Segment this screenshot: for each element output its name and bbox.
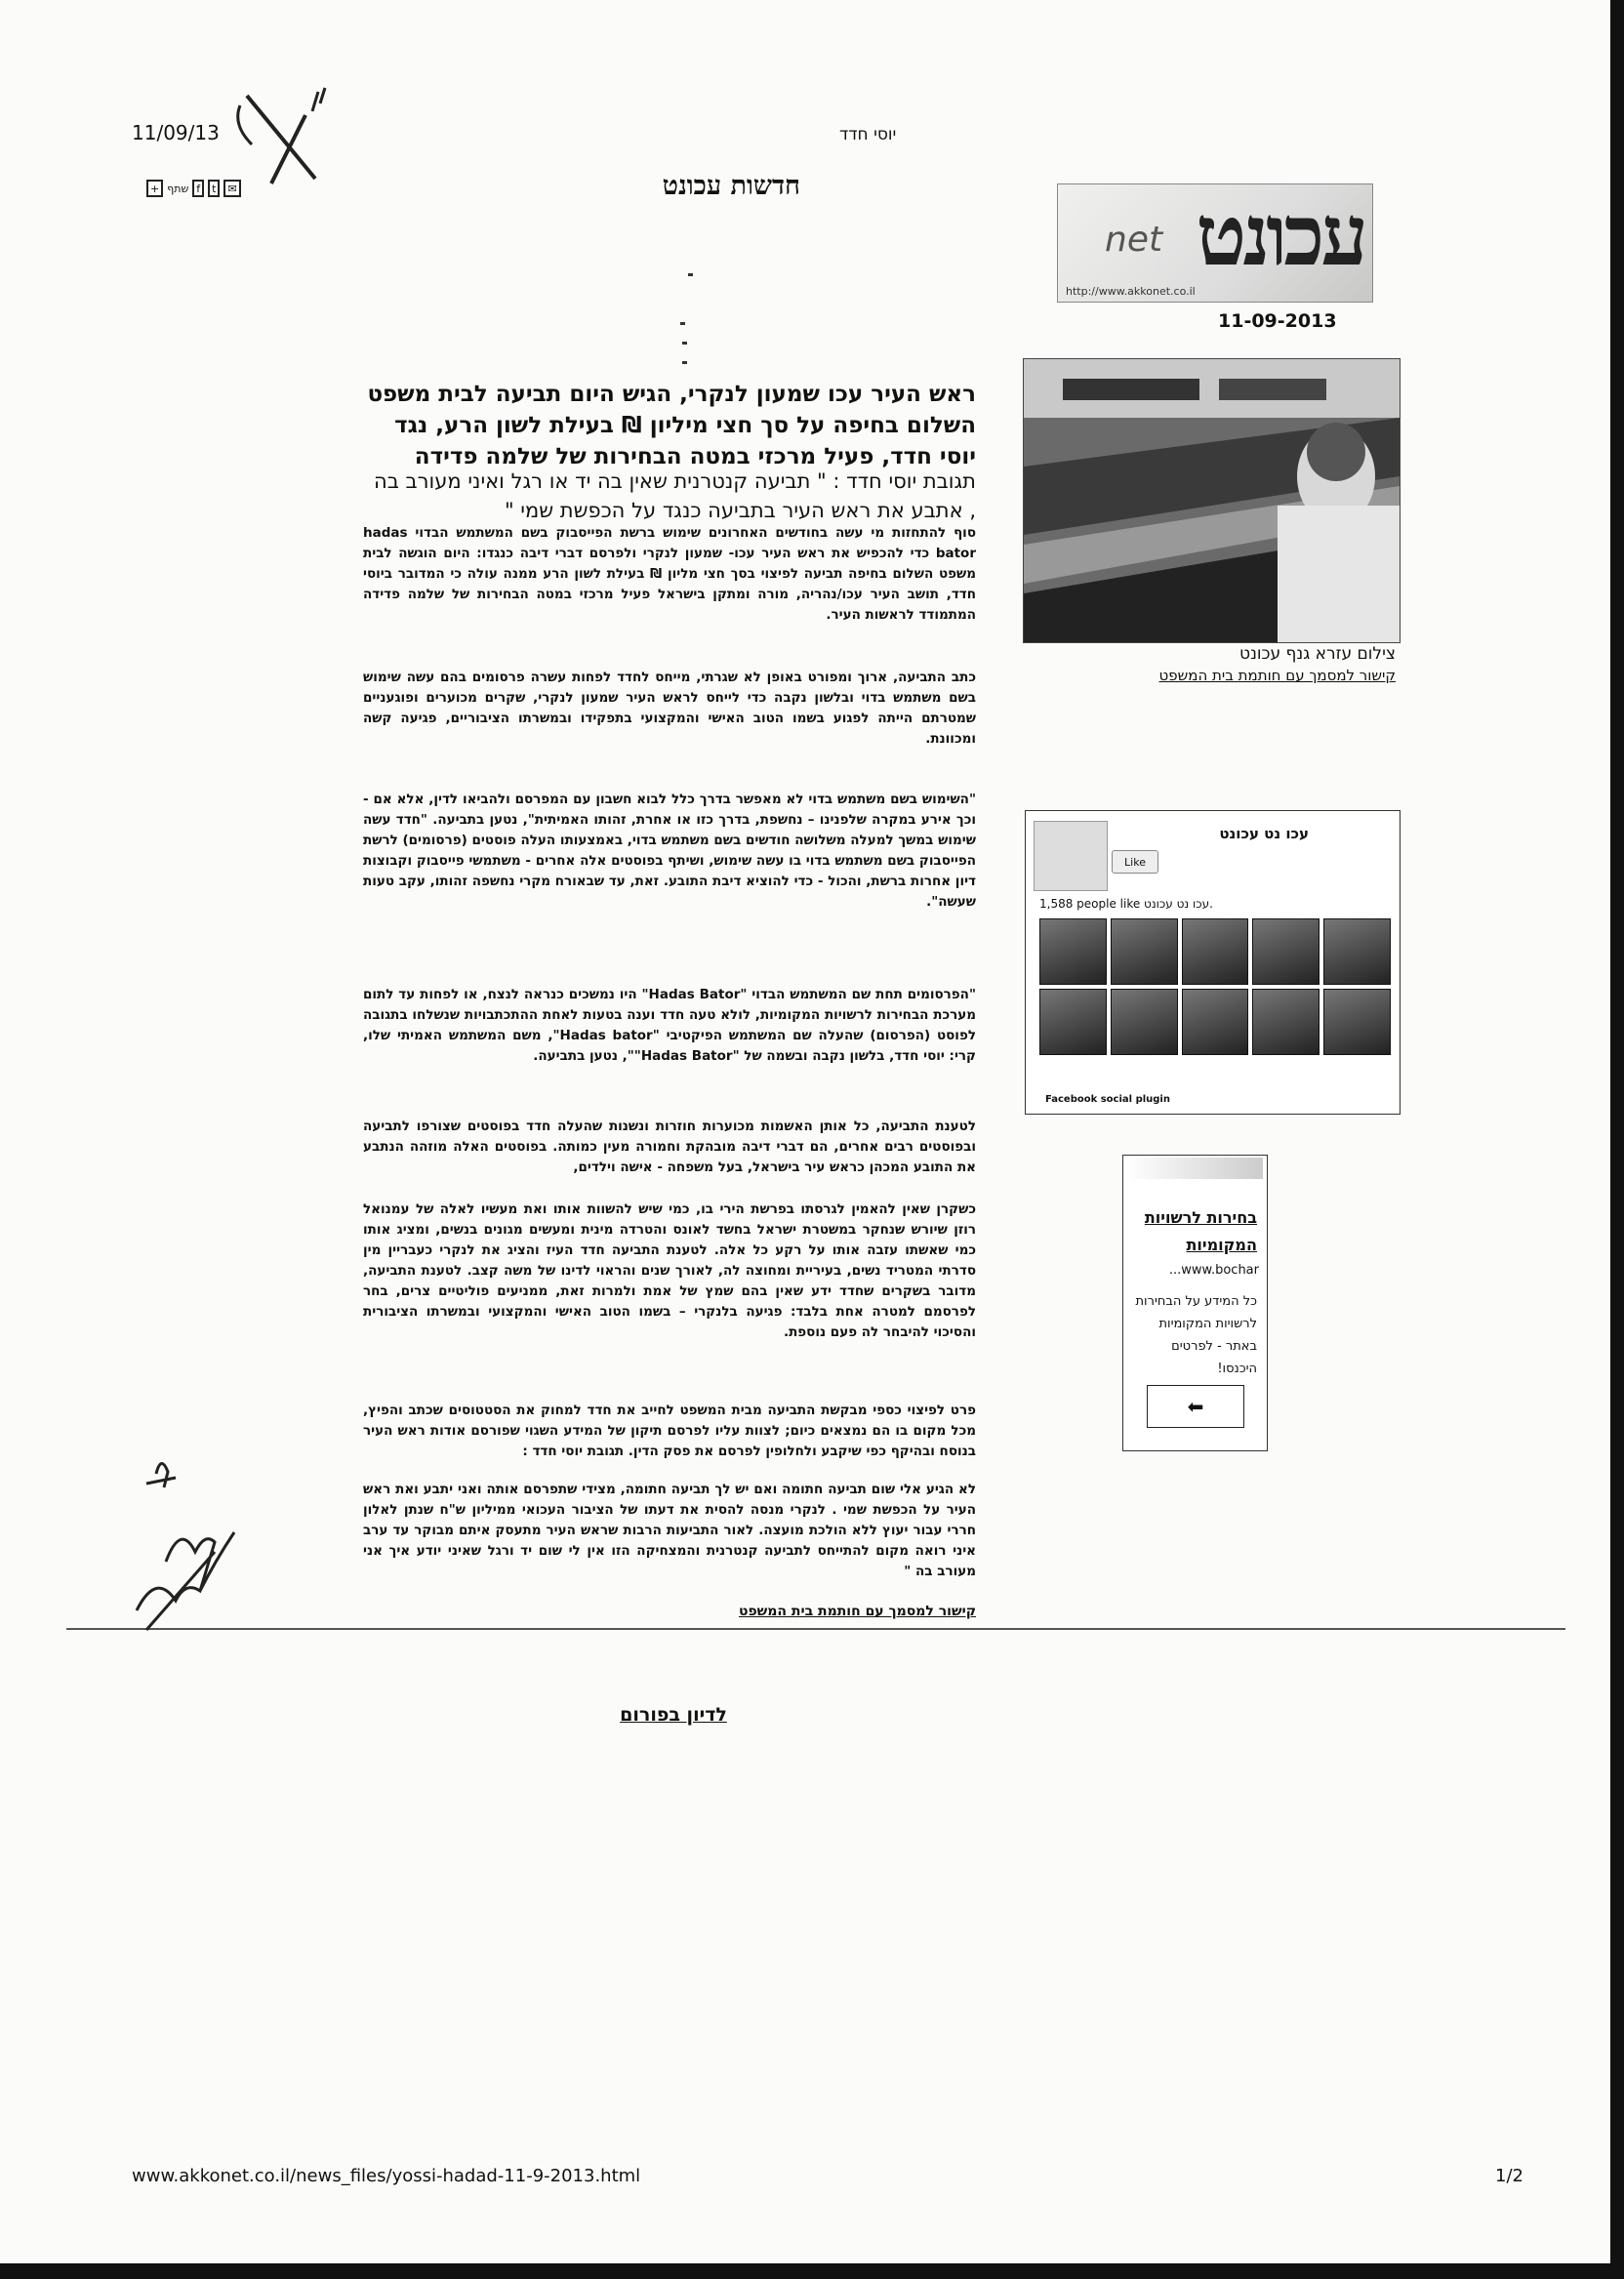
facebook-plugin-label: Facebook social plugin <box>1045 1094 1170 1105</box>
fan-avatar[interactable] <box>1039 918 1107 985</box>
article-photo <box>1023 358 1401 643</box>
like-button[interactable]: Like <box>1112 850 1158 874</box>
ad-header-graphic <box>1127 1158 1263 1179</box>
facebook-icon[interactable]: f <box>192 180 204 197</box>
print-date: 11/09/13 <box>132 121 220 144</box>
article-paragraph: "הפרסומים תחת שם המשתמש הבדוי "Hadas Bator" היו נמשכים כנראה לנצח, או לפחות עד לתום מערכת הבחירות לרשויות המקומיות, לולא טעה חדד וענה בטעות לאחת ההתכתבויות שנשלחו בתגובה לפוסט (הפרסום) שהעלה שם המשתמש הפיקטיבי "Hadas bator", משם המשתמש האמיתי שלו, קרי: יוסי חדד, בלשון נקבה ובשמה של "Hadas Bator"", נטען בתביעה. <box>363 987 976 1064</box>
fan-avatar[interactable] <box>1039 989 1107 1055</box>
logo-net: net <box>1105 220 1163 260</box>
share-bar[interactable] <box>146 178 310 199</box>
dash-mark <box>680 322 685 325</box>
fan-avatar[interactable] <box>1182 989 1249 1055</box>
page-number: 1/2 <box>1495 2166 1523 2186</box>
email-icon[interactable]: ✉ <box>223 180 240 197</box>
fan-faces <box>1039 918 1391 1055</box>
facebook-like-box <box>1025 810 1401 1115</box>
response-paragraph: לא הגיע אלי שום תביעה חתומה ואם יש לך תביעה חתומה, מצידי שתפרסם אותה ואני יתבע ואת ראש העיר על הכפשת שמי . לנקרי מנסה להסית את דעתו של הציבור העכואי ממיליון ש"ח שנתן לאלון חררי עבור יעוץ ללא הולכת מועצה. לאור התביעות הרבות שראש העיר מתעסק איתם מבוקר עד ערב איני רואה מקום להתייחס לתביעה קנטרנית והמצחיקה הזו אין לי שום יד ורגל שאיני יודע איך אני מעורב בה " <box>363 1482 976 1579</box>
photo-caption: צילום עזרא גנף עכונט <box>1239 644 1396 664</box>
ad-text: כל המידע על הבחירות לרשויות המקומיות באתר - לפרטים היכנסו! <box>1135 1294 1257 1376</box>
scan-edge-bottom <box>0 2263 1624 2279</box>
fan-avatar[interactable] <box>1252 918 1320 985</box>
arrow-left-icon[interactable]: ⬅ <box>1147 1385 1244 1428</box>
footer-url: www.akkonet.co.il/news_files/yossi-hadad-11-9-2013.html <box>132 2166 641 2186</box>
article-paragraph: כתב התביעה, ארוך ומפורט באופן לא שגרתי, מייחס לחדד לפחות עשרה פרסומים בהם עשה שימוש בשם משתמש בדוי ובלשון נקבה כדי לייחס לראש העיר שמעון לנקרי, שקרים מכוערים ופוגעניים שמטרתם הייתה לפגוע בשמו הטוב האישי והמקצועי בתפקידו ובמשרתו הציבוריים, פגיעה קשה ומכוונת. <box>363 670 976 747</box>
photo-document-link[interactable]: קישור למסמך עם חותמת בית המשפט <box>1158 667 1396 684</box>
forum-discussion-link[interactable]: לדיון בפורום <box>620 1704 727 1726</box>
divider <box>66 1628 1565 1630</box>
article-paragraph: לטענת התביעה, כל אותן האשמות מכוערות חוזרות ונשנות שהעלה חדד בפוסטים שצורפו לתביעה ובפוסטים רבים אחרים, הם דברי דיבה מובהקת וחמורה מעין כמותה. בפוסטים האלה מוזהה הנתבע את התובע המכהן כראש עיר בישראל, בעל משפחה - אישה וילדים, <box>363 1119 976 1175</box>
article-date: 11-09-2013 <box>1218 310 1337 332</box>
fan-avatar[interactable] <box>1252 989 1320 1055</box>
article-paragraph: כשקרן שאין להאמין לגרסתו בפרשת הירי בו, כמי שיש להשוות אותו ואת מעשיו לאלה של עמנואל רוזן שיורש שנחקר במשטרת ישראל בחשד לאונס והטרדה מינית ומעשים מגונים בנשים, ומציג אותו כמי שאשתו עזבה אותו על רקע כל אלה. לטענת התביעה חדד העיז והציג את לנקרי כעבריין מין סדרתי המטריד נשים, בעיריית ומחוצה לה, לאורך שנים והראוי לדינו של משה קצב. לטענת התביעה, מדובר בשקרים שחדד ידע שאין בהם שמץ של אמת ולמרות זאת, ממניעים פוליטיים צרים, בחר לפרסמם למטרה אחת בלבד: פגיעה בלנקרי – בשמו הטוב האישי והמקצועי ובמשרתו הציבורית והסיכוי להיבחר לה פעם נוספת. <box>363 1201 976 1340</box>
fan-avatar[interactable] <box>1323 918 1391 985</box>
article-intro: סוף להתחזות מי עשה בחודשים האחרונים שימוש ברשת הפייסבוק בשם המשתמש הבדוי hadas bator כדי להכפיש את ראש העיר עכו- שמעון לנקרי ולפרסם דברי דיבה כנגדו: היום הוגשה לבית משפט השלום בחיפה תביעה לפיצוי בסך חצי מליון ₪ בעילת לשון הרע ממנה עולה כי המדובר ביוסי חדד, תושב העיר עכו/נהריה, מורה ומתקן בישראל פעיל מרכזי במטה הבחירות של שלמה פדידה המתמודד לראשות העיר. <box>363 525 976 623</box>
page-thumbnail[interactable] <box>1034 821 1108 891</box>
logo-url: http://www.akkonet.co.il <box>1066 285 1196 298</box>
page-author: יוסי חדד <box>839 125 897 144</box>
fan-avatar[interactable] <box>1111 989 1178 1055</box>
photo-illustration <box>1024 359 1400 642</box>
handwritten-signature <box>107 1445 244 1640</box>
ad-title[interactable]: בחירות לרשויות המקומיות <box>1144 1208 1257 1254</box>
dash-mark <box>682 342 687 345</box>
court-document-link[interactable]: קישור למסמך עם חותמת בית המשפט <box>738 1604 976 1619</box>
fan-avatar[interactable] <box>1182 918 1249 985</box>
logo-wordmark: עכונט <box>1196 186 1364 285</box>
dash-mark <box>682 361 687 364</box>
article-subhead: תגובת יוסי חדד : " תביעה קנטרנית שאין בה יד או רגל ואיני מעורב בה , אתבע את ראש העיר בתביעה כנגד על הכפשת שמי " <box>374 469 976 522</box>
plus-icon[interactable]: + <box>146 180 163 197</box>
fan-count: 1,588 people like עכו נט עכונט. <box>1039 897 1213 911</box>
article-paragraph: "השימוש בשם משתמש בדוי לא מאפשר בדרך כלל לבוא חשבון עם המפרסם ולהביאו לדין, אלא אם - וכך אירע במקרה שלפנינו – נחשפת, בדרך כזו או אחרת, זהותו האמיתית", נטען בתביעה. "חדד עשה שימוש במשך למעלה משלושה חודשים בשם משתמש בדוי, באמצעותו העלה פוסטים (פרסומים) לרשת הפייסבוק בשם משתמש בדוי בו עשה שימוש, ושיתף בפוסטים אלה אחרים - משתמשי פייסבוק וקבוצות דיון אחרות ברשת, והכול - כדי להוציא דיבת התובע. זאת, עד שבאורח מקרי נחשפה זהותו, עקב טעות שעשה". <box>363 792 976 910</box>
share-label[interactable]: שתף <box>167 182 189 195</box>
ad-url[interactable]: www.bochar... <box>1168 1263 1259 1278</box>
fan-avatar[interactable] <box>1323 989 1391 1055</box>
facebook-page-title[interactable]: עכו נט עכונט <box>1219 825 1309 842</box>
elections-ad-box[interactable] <box>1122 1155 1268 1451</box>
scan-edge <box>1610 0 1624 2279</box>
fan-avatar[interactable] <box>1111 918 1178 985</box>
article-paragraph: פרט לפיצוי כספי מבקשת התביעה מבית המשפט לחייב את חדד למחוק את הסטטוסים שכתב והפיץ, מכל מקום בו הם נמצאים כיום; לצוות עליו לפרסם תיקון של המידע השגוי שפורסם אודות ראש העיר בנוסח ובהיקף כפי שיקבע ולחלופין לפרסם את פסק הדין. תגובת יוסי חדד : <box>363 1403 976 1459</box>
section-title: חדשות עכונט <box>662 171 800 201</box>
article-headline: ראש העיר עכו שמעון לנקרי, הגיש היום תביעה לבית משפט השלום בחיפה על סך חצי מיליון ₪ בעילת לשון הרע, נגד יוסי חדד, פעיל מרכזי במטה הבחירות של שלמה פדידה <box>367 382 976 469</box>
twitter-icon[interactable]: t <box>208 180 220 197</box>
dash-mark <box>688 273 693 276</box>
site-logo[interactable] <box>1057 183 1373 303</box>
